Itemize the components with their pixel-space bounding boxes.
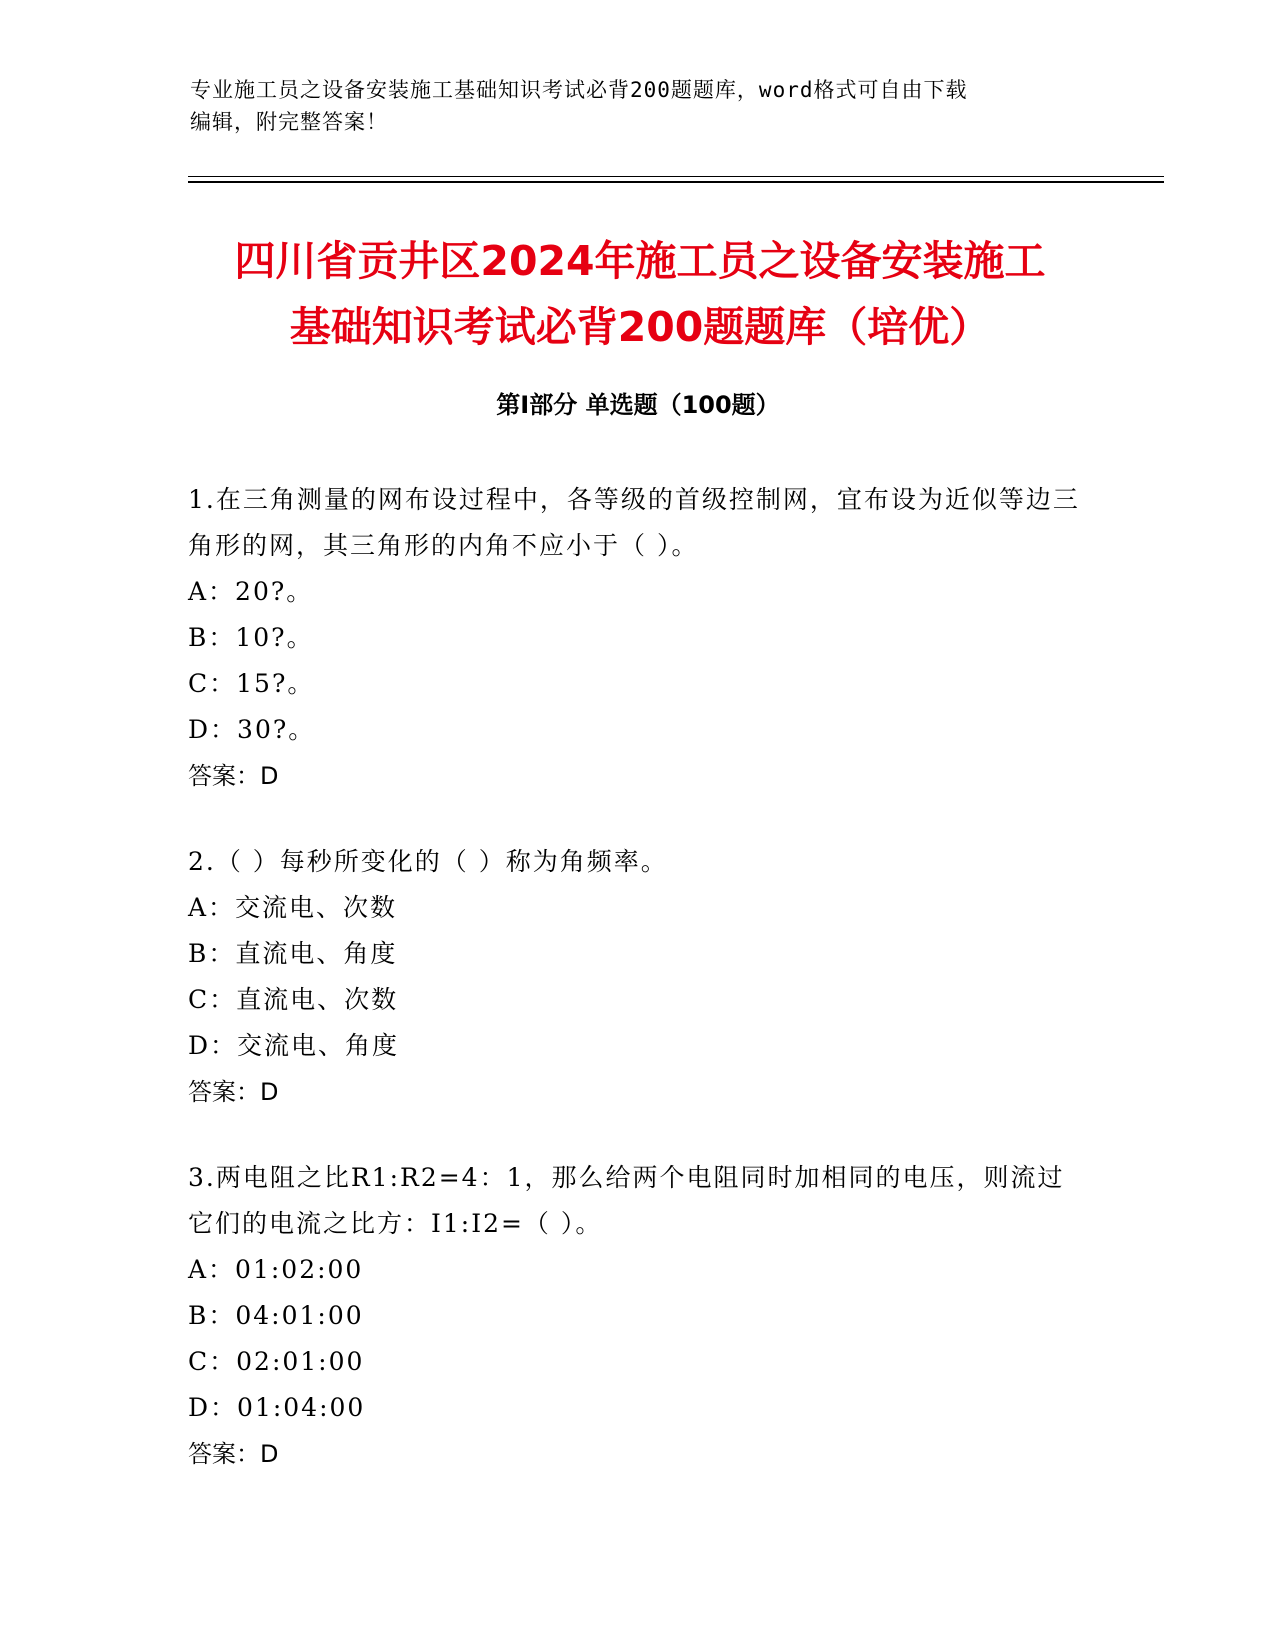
question-text: 2.（ ）每秒所变化的（ ）称为角频率。 [188, 847, 668, 876]
option-d: D：30?。 [188, 715, 316, 744]
header-divider-thin [188, 176, 1164, 177]
header-note-line-1: 专业施工员之设备安装施工基础知识考试必背200题题库，word格式可自由下载 [190, 78, 968, 102]
option-b: B：04:01:00 [188, 1301, 364, 1330]
answer: 答案：D [188, 1078, 279, 1106]
header-divider-thick [188, 181, 1164, 183]
option-a: A：交流电、次数 [188, 893, 398, 922]
option-a: A：01:02:00 [188, 1255, 364, 1284]
option-c: C：02:01:00 [188, 1347, 365, 1376]
option-b: B：直流电、角度 [188, 939, 398, 968]
document-title [160, 228, 1120, 360]
question-list [188, 477, 1088, 1517]
option-d: D：01:04:00 [188, 1393, 366, 1422]
answer: 答案：D [188, 1440, 279, 1468]
option-d: D：交流电、角度 [188, 1031, 400, 1060]
title-line-1: 四川省贡井区2024年施工员之设备安装施工 [234, 237, 1046, 285]
answer: 答案：D [188, 762, 279, 790]
question-1 [188, 477, 1088, 799]
title-line-2: 基础知识考试必背200题题库（培优） [289, 303, 991, 351]
option-c: C：直流电、次数 [188, 985, 399, 1014]
option-a: A：20?。 [188, 577, 314, 606]
question-2 [188, 839, 1088, 1115]
question-3 [188, 1155, 1088, 1477]
option-c: C：15?。 [188, 669, 315, 698]
question-text: 1.在三角测量的网布设过程中，各等级的首级控制网，宜布设为近似等边三角形的网，其三角形的内角不应小于（ ）。 [188, 485, 1080, 560]
header-note-line-2: 编辑，附完整答案！ [190, 110, 388, 134]
question-text: 3.两电阻之比R1:R2=4：1，那么给两个电阻同时加相同的电压，则流过它们的电流之比方：I1:I2=（ ）。 [188, 1163, 1065, 1238]
section-heading: 第Ⅰ部分 单选题（100题） [496, 391, 780, 419]
option-b: B：10?。 [188, 623, 314, 652]
header-note [190, 74, 1090, 138]
